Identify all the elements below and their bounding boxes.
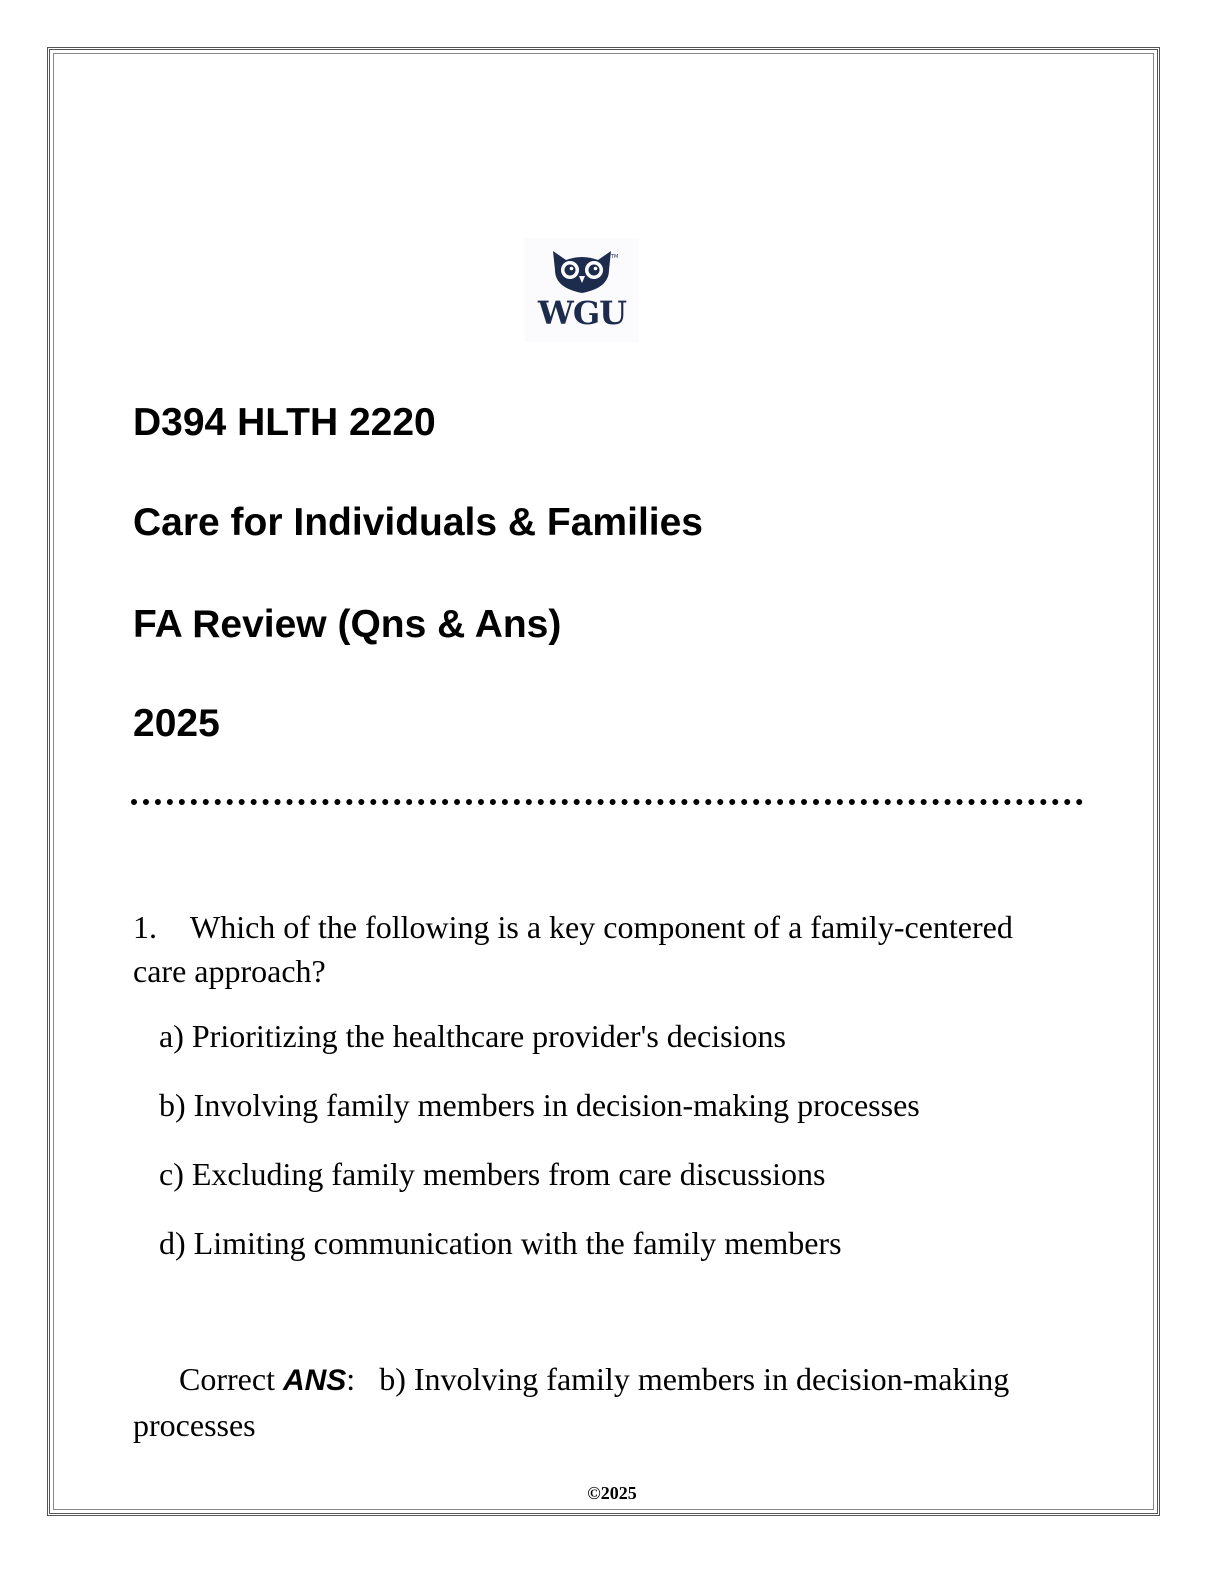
correct-answer (133, 1357, 1033, 1447)
answer-keyword: ANS (282, 1364, 347, 1397)
option-b: b) Involving family members in decision-making processes (159, 1087, 920, 1123)
logo-wordmark: WGU (537, 294, 627, 332)
option-c: c) Excluding family members from care discussions (159, 1156, 826, 1192)
wgu-logo (525, 238, 639, 342)
owl-icon (525, 238, 639, 296)
course-title: Care for Individuals & Families (133, 501, 703, 544)
svg-text:TM: TM (611, 254, 619, 260)
answer-separator: : (346, 1361, 356, 1397)
document-year: 2025 (133, 702, 220, 745)
option-d: d) Limiting communication with the family members (159, 1225, 842, 1261)
option-a: a) Prioritizing the healthcare provider's decisions (159, 1018, 786, 1054)
document-type: FA Review (Qns & Ans) (133, 603, 562, 646)
question-number: 1. (133, 909, 157, 945)
answer-prefix: Correct (179, 1361, 275, 1397)
question-text: Which of the following is a key component of a family-centered care approach? (133, 909, 1013, 989)
dotted-divider (131, 799, 1083, 805)
question-1 (133, 905, 1013, 993)
answer-text: b) Involving family members in decision-making processes (133, 1361, 1010, 1443)
footer-copyright: ©2025 (587, 1483, 637, 1503)
course-code: D394 HLTH 2220 (133, 401, 436, 444)
